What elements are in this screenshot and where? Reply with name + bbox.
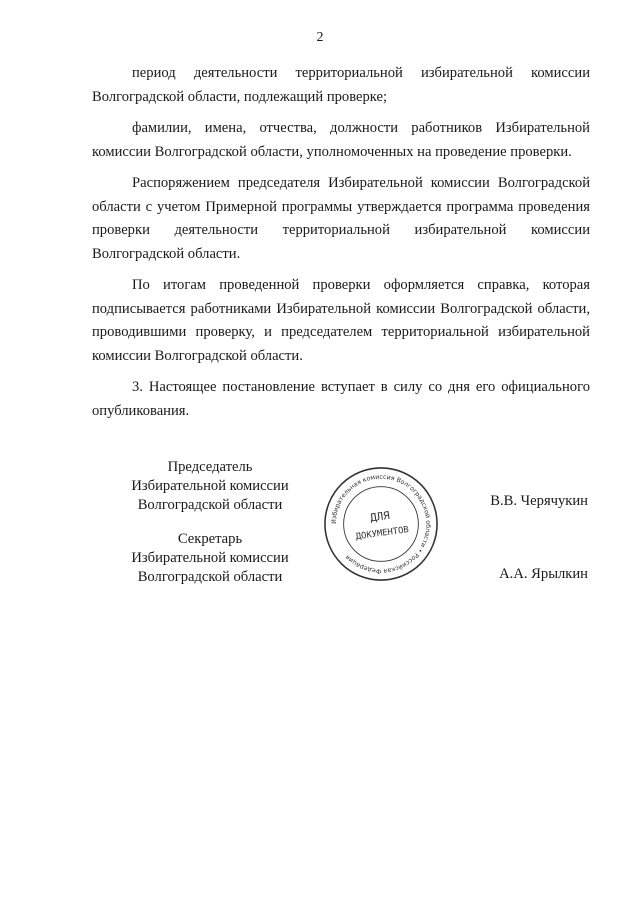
secretary-name: А.А. Ярылкин [499, 566, 588, 582]
page-number: 2 [316, 30, 324, 45]
chairman-title [100, 458, 320, 515]
paragraph-staff-names: фамилии, имена, отчества, должности работников Избирательной комиссии Волгоградской области, уполномоченных на проведение проверки. [92, 120, 590, 160]
paragraph-review-period: период деятельности территориальной избирательной комиссии Волгоградской области, подлежащий проверке; [92, 65, 590, 105]
secretary-title-line: Избирательной комиссии [131, 550, 289, 566]
secretary-title-line: Секретарь [177, 531, 243, 547]
paragraph-effective-date: 3. Настоящее постановление вступает в силу со дня его официального опубликования. [92, 379, 590, 419]
chairman-name: В.В. Черячукин [490, 493, 588, 509]
official-seal [322, 465, 440, 583]
chairman-title-line: Волгоградской области [137, 497, 283, 513]
secretary-title-line: Волгоградской области [137, 569, 283, 585]
seal-outer-ring [325, 468, 437, 580]
paragraph-review-results: По итогам проведенной проверки оформляется справка, которая подписывается работниками Избирательной комиссии Волгоградской области, проводившими проверку, и председателем территориальной избирательной комиссии Волгоградской области. [92, 277, 590, 364]
secretary-title [100, 530, 320, 587]
chairman-title-line: Председатель [167, 459, 253, 475]
seal-inner-ring [344, 487, 419, 562]
seal-ring-text: Избирательная комиссия Волгоградской области • Российская Федерация [330, 473, 432, 575]
seal-center-line-1: ДЛЯ [369, 508, 391, 525]
paragraph-program-approval: Распоряжением председателя Избирательной комиссии Волгоградской области с учетом Примерной программы утверждается программа проведения проверки деятельности территориальной избирательной комиссии Волгоградской области. [92, 175, 590, 262]
document-body [92, 62, 590, 431]
seal-center-line-2: ДОКУМЕНТОВ [355, 525, 410, 543]
chairman-title-line: Избирательной комиссии [131, 478, 289, 494]
